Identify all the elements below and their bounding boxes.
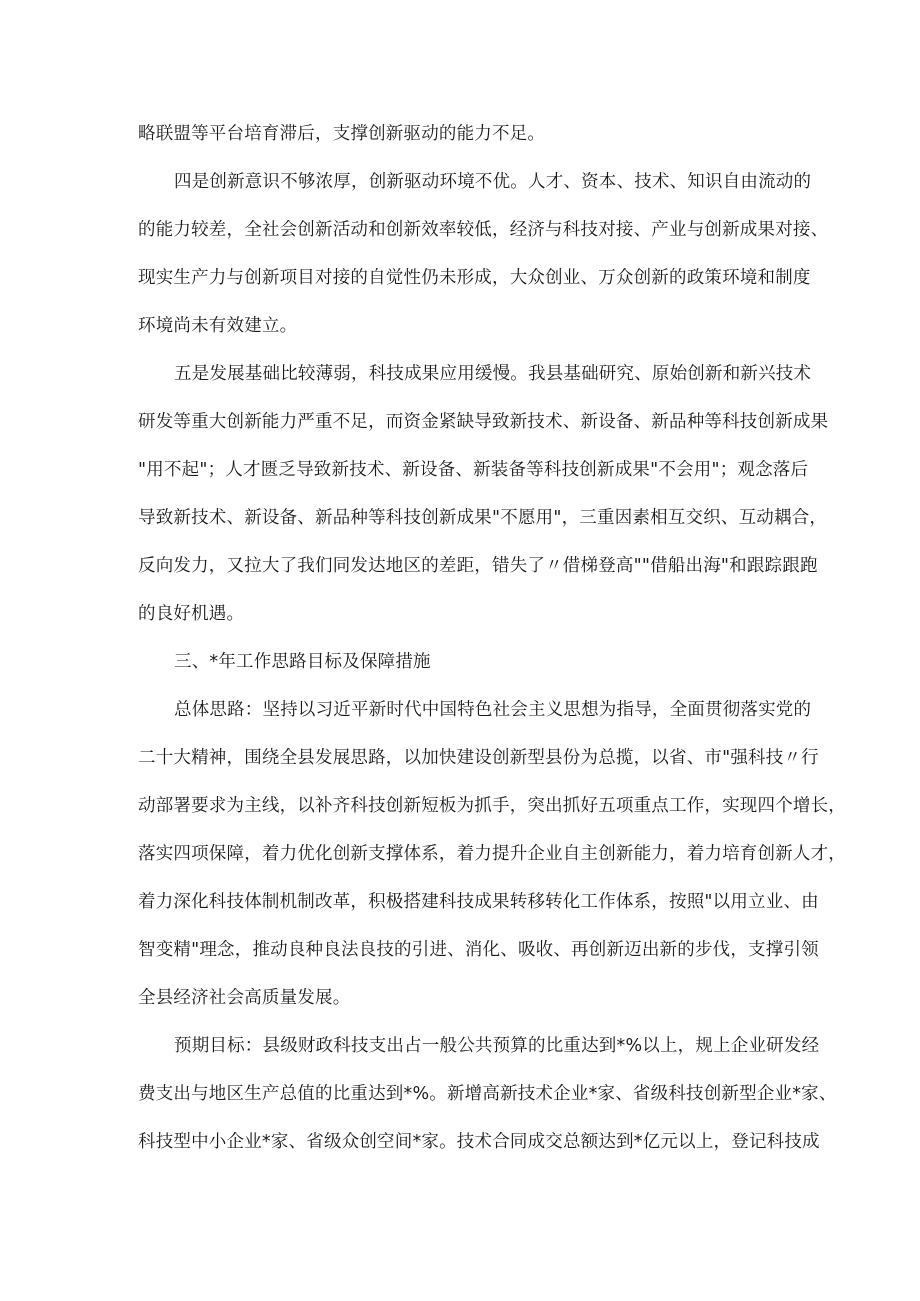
text-line: 着力深化科技体制机制改革，积极搭建科技成果转移转化工作体系，按照"以用立业、由: [138, 892, 819, 912]
text-line: 环境尚未有效建立。: [138, 316, 298, 336]
text-line: 的能力较差，全社会创新活动和创新效率较低，经济与科技对接、产业与创新成果对接、: [138, 220, 829, 240]
text-line: 现实生产力与创新项目对接的自觉性仍未形成，大众创业、万众创新的政策环境和制度: [138, 268, 811, 288]
text-line: 费支出与地区生产总值的比重达到*%。新增高新技术企业*家、省级科技创新型企业*家、: [138, 1084, 837, 1104]
section-heading: 三、*年工作思路目标及保障措施: [174, 652, 431, 672]
text-line: 科技型中小企业*家、省级众创空间*家。技术合同成交总额达到*亿元以上，登记科技成: [138, 1132, 820, 1152]
paragraph-line-first: 五是发展基础比较薄弱，科技成果应用缓慢。我县基础研究、原始创新和新兴技术: [174, 364, 812, 384]
text-line: 反向发力，又拉大了我们同发达地区的差距，错失了〃借梯登高""借船出海"和跟踪跟跑: [138, 556, 818, 576]
text-line: 动部署要求为主线，以补齐科技创新短板为抓手，突出抓好五项重点工作，实现四个增长，: [138, 796, 846, 816]
text-line: 二十大精神，围绕全县发展思路，以加快建设创新型县份为总揽，以省、市"强科技〃行: [138, 748, 819, 768]
text-line: 的良好机遇。: [138, 604, 245, 624]
paragraph-line-first: 总体思路：坚持以习近平新时代中国特色社会主义思想为指导，全面贯彻落实党的: [174, 700, 812, 720]
text-line: 研发等重大创新能力严重不足，而资金紧缺导致新技术、新设备、新品种等科技创新成果: [138, 412, 829, 432]
text-line: 落实四项保障，着力优化创新支撑体系，着力提升企业自主创新能力，着力培育创新人才，: [138, 844, 846, 864]
text-line: 全县经济社会高质量发展。: [138, 988, 351, 1008]
text-line: "用不起"；人才匮乏导致新技术、新设备、新装备等科技创新成果"不会用"；观念落后: [138, 460, 809, 480]
text-line: 略联盟等平台培育滞后，支撑创新驱动的能力不足。: [138, 124, 546, 144]
paragraph-line-first: 预期目标：县级财政科技支出占一般公共预算的比重达到*%以上，规上企业研发经: [174, 1036, 820, 1056]
text-line: 导致新技术、新设备、新品种等科技创新成果"不愿用"，三重因素相互交织、互动耦合，: [138, 508, 828, 528]
text-line: 智变精"理念，推动良种良法良技的引进、消化、吸收、再创新迈出新的步伐，支撑引领: [138, 940, 819, 960]
paragraph-line-first: 四是创新意识不够浓厚，创新驱动环境不优。人才、资本、技术、知识自由流动的: [174, 172, 812, 192]
